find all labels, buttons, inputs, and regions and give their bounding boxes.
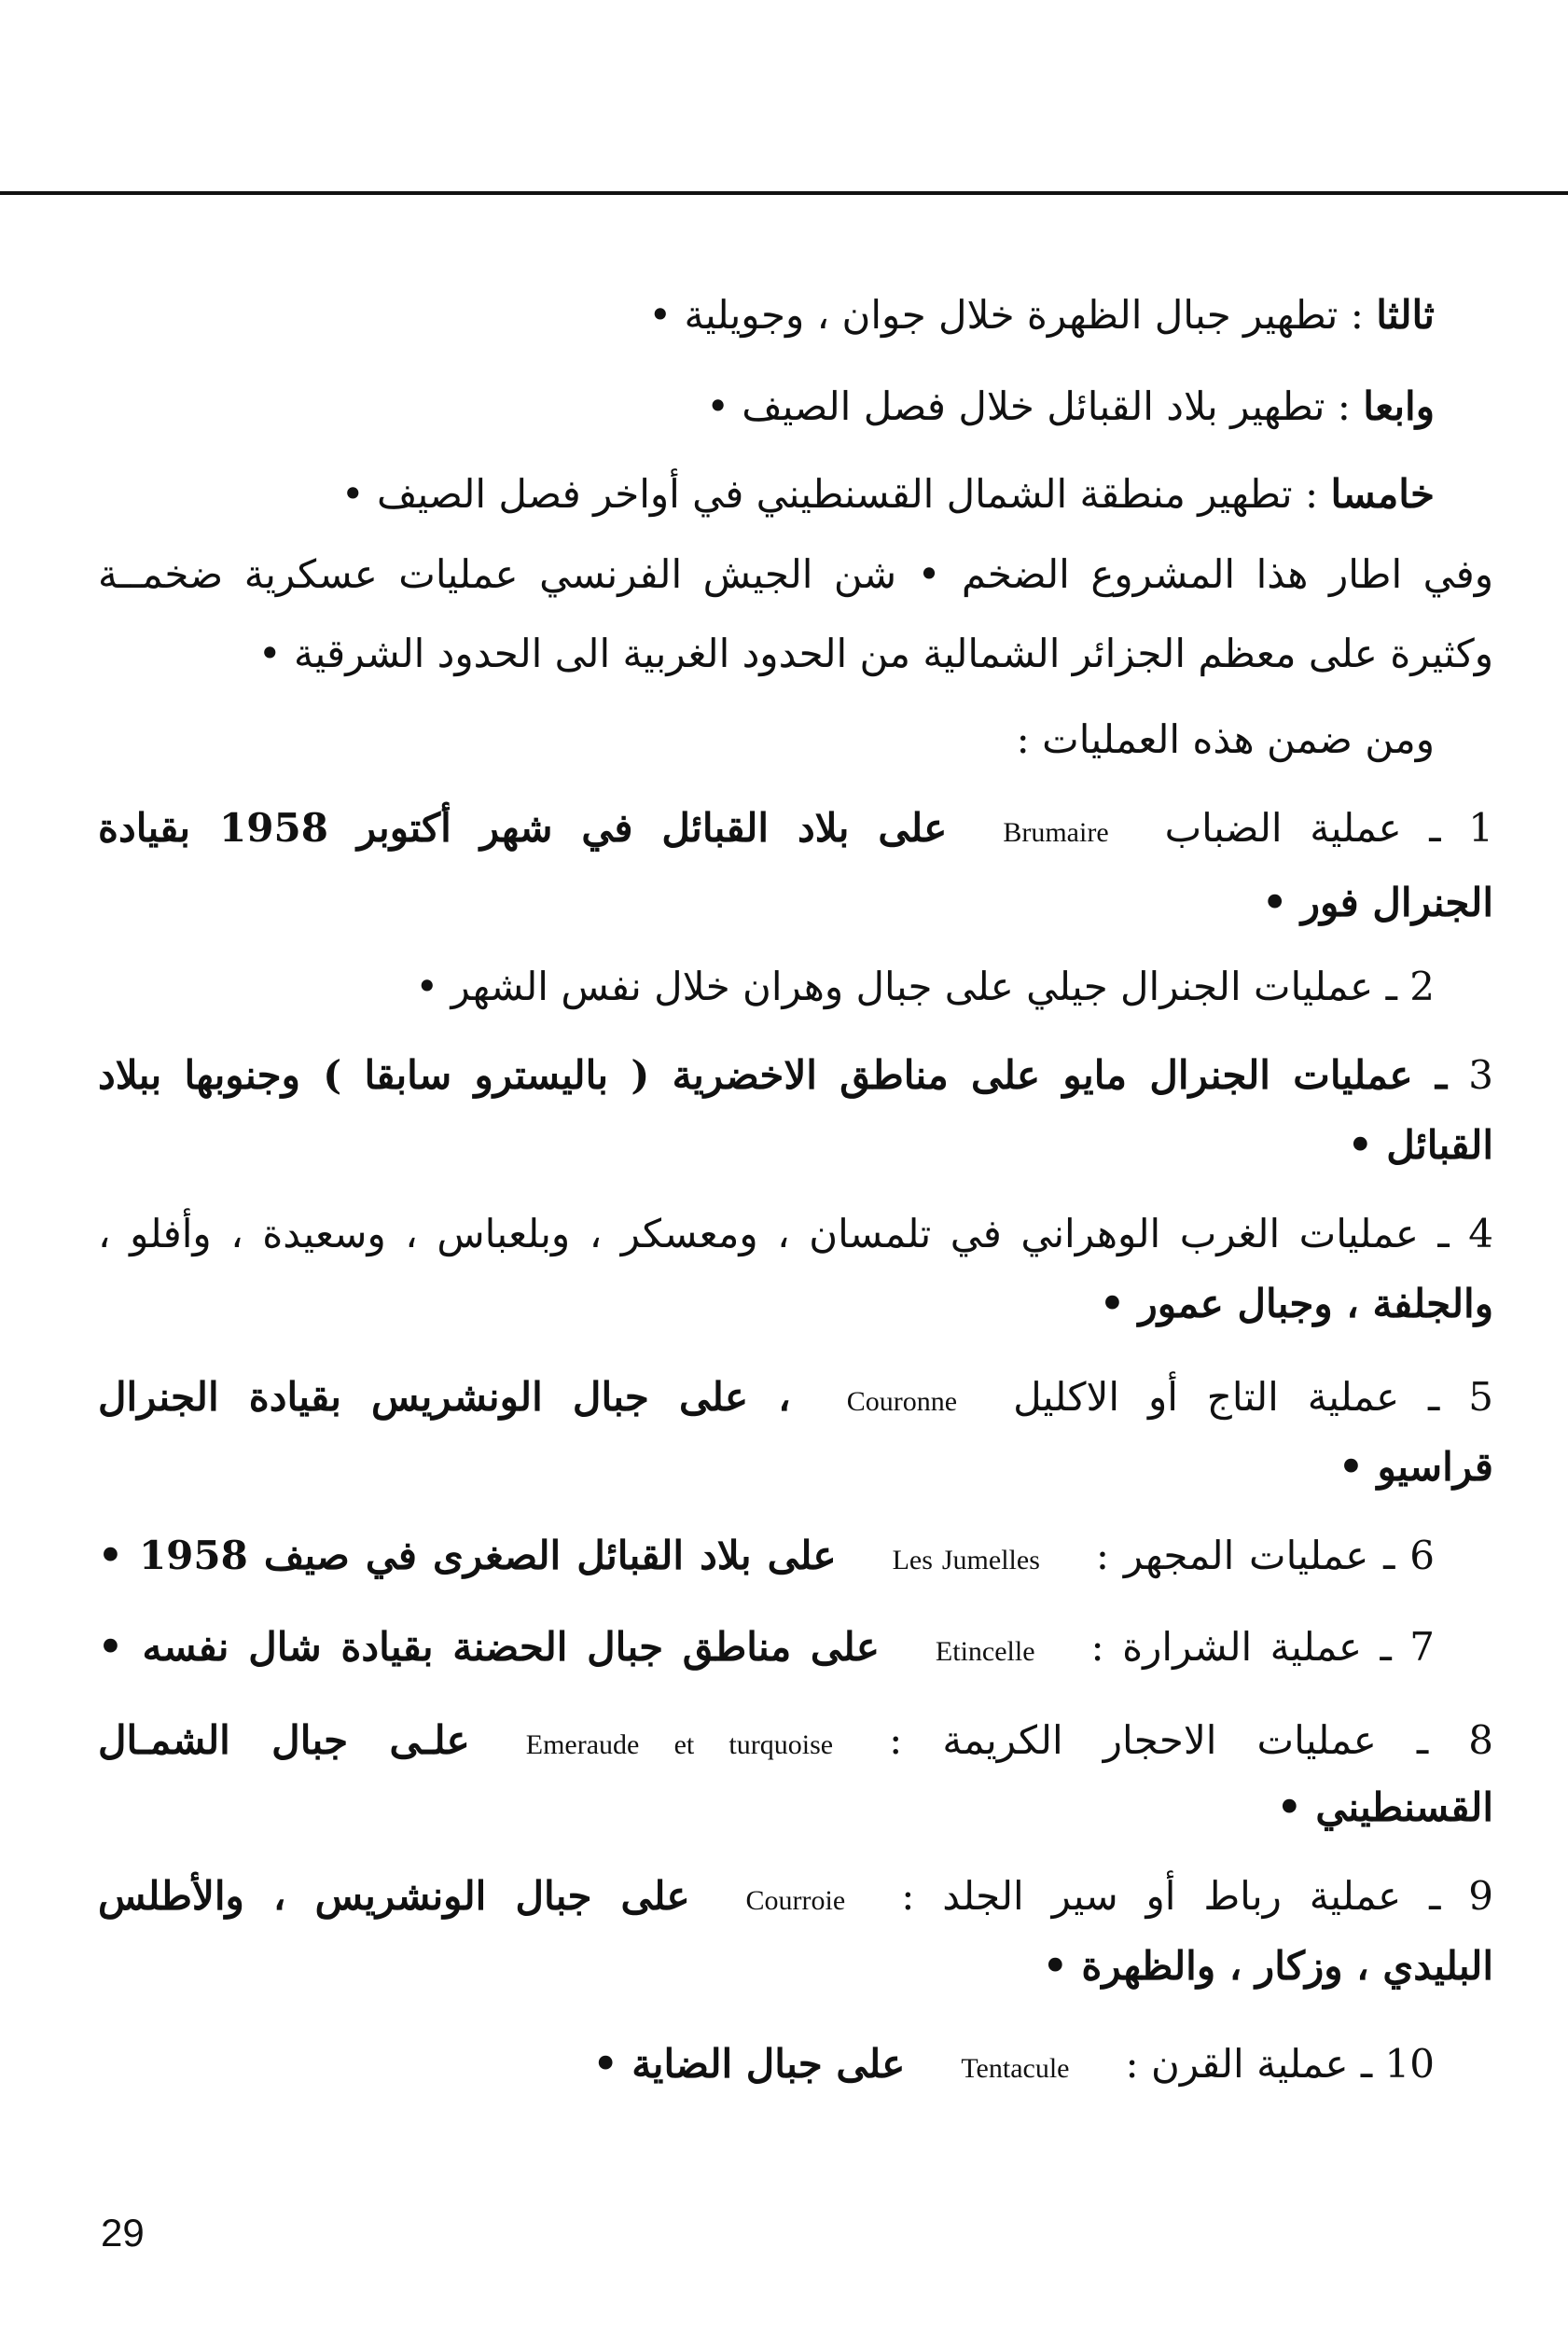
intro-para-line2: وكثيرة على معظم الجزائر الشمالية من الحدود الغربية الى الحدود الشرقية •: [257, 631, 1493, 676]
operation-7-number: 7: [1409, 1624, 1435, 1670]
operation-8-latin: Emeraude et turquoise: [525, 1729, 834, 1760]
intro-fourth-text: : تطهير بلاد القبائل خلال فصل الصيف •: [706, 383, 1351, 429]
operation-9-line2: البليدي ، وزكار ، والظهرة •: [1042, 1943, 1493, 1989]
operation-10-line1: 10 ـ عملية القرن :Tentaculeعلى جبال الضاية •: [592, 2041, 1435, 2087]
operation-7-latin: Etincelle: [935, 1636, 1035, 1667]
operation-2-number: 2: [1409, 964, 1435, 1009]
operation-3-number: 3: [1468, 1052, 1493, 1098]
operation-5-line1: 5 ـ عملية التاج أو الاكليلCouronne، على جبال الونشريس بقيادة الجنرال: [98, 1374, 1493, 1420]
intro-third-text: : تطهير جبال الظهرة خلال جوان ، وجويلية •: [648, 292, 1364, 338]
intro-third-label: ثالثا: [1376, 292, 1435, 338]
operation-10-number: 10: [1384, 2041, 1435, 2087]
intro-para-line3: ومن ضمن هذه العمليات :: [1016, 716, 1435, 762]
intro-fifth-label: خامسا: [1330, 471, 1435, 517]
operation-8-number: 8: [1468, 1717, 1493, 1763]
operation-1-latin: Brumaire: [1003, 817, 1109, 848]
page-number: 29: [101, 2211, 145, 2255]
operation-1-number: 1: [1468, 805, 1494, 851]
operation-4-number: 4: [1468, 1211, 1493, 1256]
intro-fifth: [341, 468, 1435, 520]
intro-fifth-text: : تطهير منطقة الشمال القسنطيني في أواخر فصل الصيف •: [340, 471, 1319, 517]
operation-3-line1: 3 ـ عمليات الجنرال مايو على مناطق الاخضرية ( باليسترو سابقا ) وجنوبها ببلاد: [98, 1052, 1493, 1098]
operation-6-line1: 6 ـ عمليات المجهر :Les Jumellesعلى بلاد القبائل الصغرى في صيف 1958 •: [98, 1533, 1435, 1578]
operation-9-latin: Courroie: [745, 1885, 846, 1916]
intro-fourth-label: وابعا: [1363, 383, 1435, 429]
operation-2-line1: 2 ـ عمليات الجنرال جيلي على جبال وهران خلال نفس الشهر •: [415, 964, 1435, 1009]
operation-3-line2: القبائل •: [1347, 1122, 1493, 1168]
intro-fourth: [706, 381, 1435, 433]
operation-5-line2: قراسيو •: [1339, 1444, 1493, 1490]
operation-1-line1: 1 ـ عملية الضبابBrumaireعلى بلاد القبائل في شهر أكتوبر 1958 بقيادة: [98, 805, 1494, 851]
operation-5-latin: Couronne: [846, 1386, 958, 1417]
header-rule: [0, 191, 1568, 195]
intro-third: [648, 289, 1435, 341]
operation-6-latin: Les Jumelles: [892, 1545, 1040, 1575]
operation-9-line1: 9 ـ عملية رباط أو سير الجلد :Courroieعلى جبال الونشريس ، والأطلس: [98, 1873, 1494, 1919]
operation-5-number: 5: [1468, 1374, 1493, 1420]
operation-10-latin: Tentacule: [961, 2053, 1070, 2084]
operation-6-number: 6: [1409, 1533, 1435, 1578]
operation-1-line2: الجنرال فور •: [1262, 880, 1493, 925]
operation-4-line2: والجلفة ، وجبال عمور •: [1100, 1281, 1493, 1326]
intro-para-line1: وفي اطار هذا المشروع الضخم • شن الجيش الفرنسي عمليات عسكرية ضخمــة: [98, 551, 1493, 597]
operation-8-line1: 8 ـ عمليات الاحجار الكريمة :Emeraude et turquoiseعلـى جبال الشمـال: [98, 1717, 1493, 1763]
operation-4-line1: 4 ـ عمليات الغرب الوهراني في تلمسان ، ومعسكر ، وبلعباس ، وسعيدة ، وأفلو ،: [98, 1211, 1493, 1256]
operation-8-line2: القسنطيني •: [1276, 1784, 1493, 1830]
operation-7-line1: 7 ـ عملية الشرارة :Etincelleعلى مناطق جبال الحضنة بقيادة شال نفسه •: [98, 1624, 1435, 1670]
operation-9-number: 9: [1468, 1873, 1494, 1919]
